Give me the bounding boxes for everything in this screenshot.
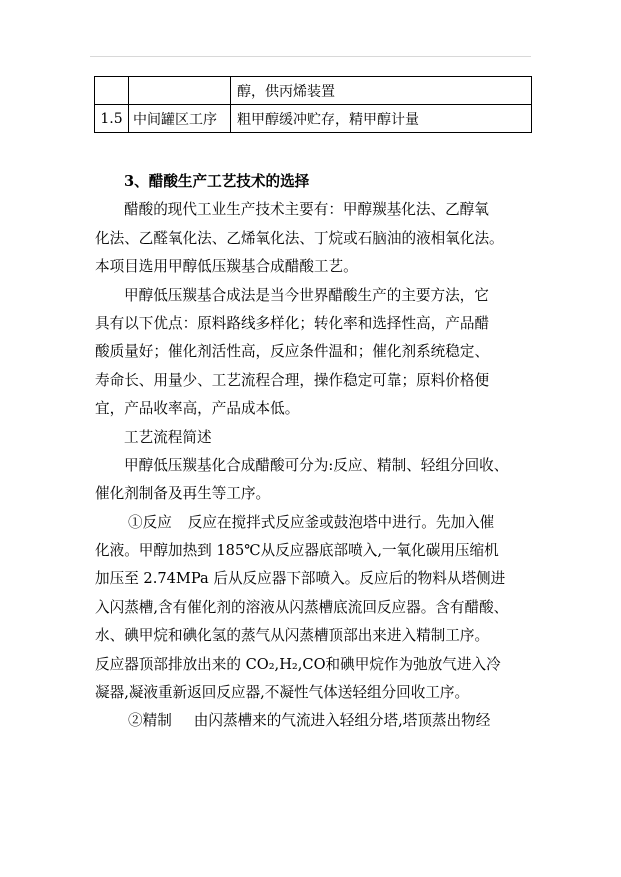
paragraph-line: 本项目选用甲醇低压羰基合成醋酸工艺。 [95, 258, 358, 276]
page-header-rule [90, 56, 531, 57]
refine-first-line [95, 707, 535, 735]
table-cell-desc: 醇，供丙烯装置 [231, 77, 532, 105]
paragraph-line: 酸质量好；催化剂活性高，反应条件温和；催化剂系统稳定、 [95, 343, 490, 361]
paragraph-line: 甲醇低压羰基化合成醋酸可分为:反应、精制、轻组分回收、 [124, 456, 509, 474]
paragraph-line: 寿命长、用量少、工艺流程合理，操作稳定可靠；原料价格便 [95, 371, 490, 389]
paragraph-line: 催化剂制备及再生等工序。 [95, 485, 271, 503]
paragraph-line: 反应器顶部排放出来的 CO₂,H₂,CO和碘甲烷作为弛放气进入冷 [95, 655, 501, 673]
sub-heading: 工艺流程简述 [124, 428, 212, 446]
table-cell-desc: 粗甲醇缓冲贮存，精甲醇计量 [231, 105, 532, 133]
reaction-first-line [95, 509, 535, 537]
document-body [95, 168, 535, 736]
paragraph-line: 入闪蒸槽,含有催化剂的溶液从闪蒸槽底流回反应器。含有醋酸、 [95, 598, 509, 616]
paragraph-line: 加压至 2.74MPa 后从反应器下部喷入。反应后的物料从塔侧进 [95, 570, 506, 588]
paragraph-line: 甲醇低压羰基合成法是当今世界醋酸生产的主要方法，它 [124, 286, 489, 304]
refine-first-text: 由闪蒸槽来的气流进入轻组分塔,塔顶蒸出物经 [193, 712, 491, 730]
refine-label: ②精制 [128, 712, 172, 730]
table-cell-no: 1.5 [95, 105, 129, 133]
paragraph-line: 化法、乙醛氧化法、乙烯氧化法、丁烷或石脑油的液相氧化法。 [95, 229, 504, 247]
reaction-first-text: 反应在搅拌式反应釜或鼓泡塔中进行。先加入催 [187, 513, 495, 531]
table-cell-no [95, 77, 129, 105]
table-row [95, 105, 532, 133]
table-cell-name: 中间罐区工序 [129, 105, 231, 133]
table-cell-name [129, 77, 231, 105]
section-heading: 3、醋酸生产工艺技术的选择 [124, 173, 310, 190]
paragraph-line: 具有以下优点：原料路线多样化；转化率和选择性高，产品醋 [95, 314, 490, 332]
table-row [95, 77, 532, 105]
reaction-label: ①反应 [128, 513, 172, 531]
paragraph-line: 水、碘甲烷和碘化氢的蒸气从闪蒸槽顶部出来进入精制工序。 [95, 627, 490, 645]
process-table [94, 76, 532, 133]
paragraph-line: 凝器,凝液重新返回反应器,不凝性气体送轻组分回收工序。 [95, 684, 470, 702]
paragraph-line: 宜，产品收率高，产品成本低。 [95, 400, 300, 418]
paragraph-line: 醋酸的现代工业生产技术主要有：甲醇羰基化法、乙醇氧 [124, 201, 489, 219]
paragraph-line: 化液。甲醇加热到 185℃从反应器底部喷入,一氧化碳用压缩机 [95, 542, 499, 560]
